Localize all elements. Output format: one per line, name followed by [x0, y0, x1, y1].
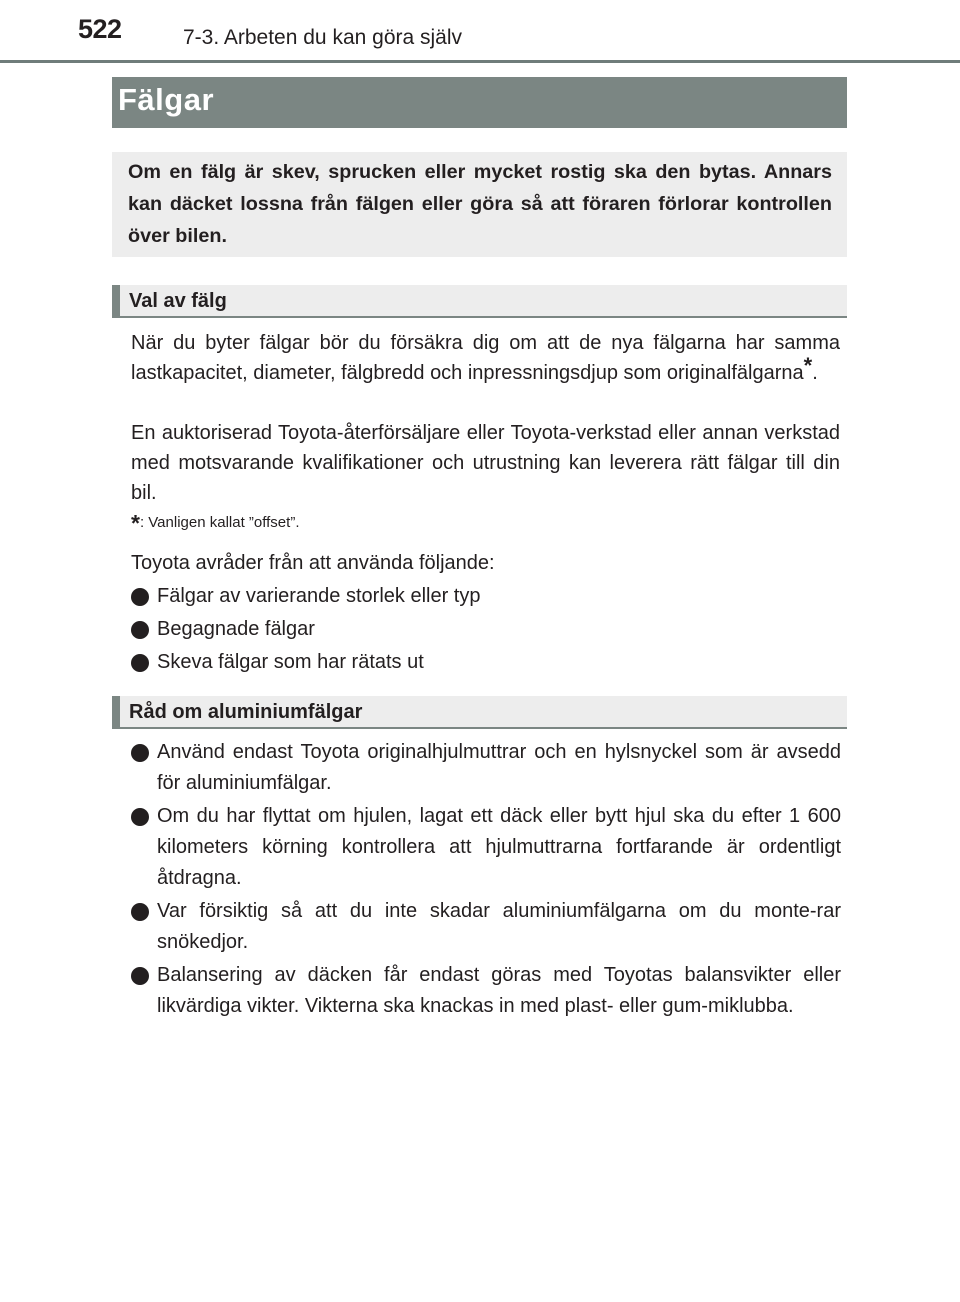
- footnote-text: : Vanligen kallat ”offset”.: [139, 514, 300, 531]
- intro-text: Toyota avråder från att använda följande:: [131, 552, 495, 574]
- list-item-text: Om du har flyttat om hjulen, lagat ett däck eller bytt hjul ska du efter 1 600 kilometers körning kontrollera att hjulmuttrarna fortfarande är ordentligt åtdragna.: [157, 805, 841, 889]
- bullet-dot-icon: [131, 744, 149, 762]
- bullet-dot-icon: [131, 621, 149, 639]
- choice-paragraph-1-end: .: [812, 362, 818, 384]
- choice-paragraph-2: En auktoriserad Toyota-återförsäljare eller Toyota-verkstad eller annan verkstad med motsvarande kvalifikationer och utrustning kan leverera rätt fälgar till din bil.: [131, 422, 840, 504]
- list-item-text: Skeva fälgar som har rätats ut: [157, 651, 424, 673]
- footnote: [131, 510, 299, 537]
- title-bar: [112, 77, 847, 128]
- warning-box: [112, 152, 847, 257]
- list-item-text: Använd endast Toyota originalhjulmuttrar och en hylsnyckel som är avsedd för aluminiumfälgar.: [157, 741, 841, 794]
- list-item-text: Balansering av däcken får endast göras med Toyotas balansvikter eller likvärdiga vikter. Vikterna ska knackas in med plast- eller gum-miklubba.: [157, 964, 841, 1017]
- header-rule: [0, 60, 960, 63]
- choice-paragraph-1-text: När du byter fälgar bör du försäkra dig om att de nya fälgarna har samma lastkapacitet, diameter, fälgbredd och inpressningsdjup som originalfälgarna: [131, 332, 840, 384]
- list-item-text: Begagnade fälgar: [157, 618, 315, 640]
- asterisk-mark: *: [803, 353, 813, 378]
- list-item: [131, 647, 841, 678]
- bullet-dot-icon: [131, 903, 149, 921]
- subhead-alu: [112, 696, 847, 729]
- list-item: [131, 614, 841, 645]
- warning-text: Om en fälg är skev, sprucken eller mycket rostig ska den bytas. Annars kan däcket lossna från fälgen eller göra så att föraren förlorar kontrollen över bilen.: [128, 161, 832, 247]
- bullet-dot-icon: [131, 588, 149, 606]
- subhead-choice: [112, 285, 847, 318]
- list-item: [131, 581, 841, 612]
- list-item-text: Fälgar av varierande storlek eller typ: [157, 585, 481, 607]
- section-path: 7-3. Arbeten du kan göra själv: [183, 26, 463, 49]
- list-item: [131, 896, 841, 958]
- bullet-dot-icon: [131, 967, 149, 985]
- list-item: [131, 801, 841, 894]
- list-item: [131, 737, 841, 799]
- page-number: 522: [78, 14, 122, 44]
- list-item: [131, 960, 841, 1022]
- page-title: Fälgar: [118, 82, 215, 117]
- footnote-star: *: [131, 510, 140, 536]
- subhead-choice-label: Val av fälg: [129, 290, 227, 312]
- list-item-text: Var försiktig så att du inte skadar aluminiumfälgarna om du monte-rar snökedjor.: [157, 900, 841, 953]
- choice-paragraph-1: [131, 328, 840, 388]
- bullet-dot-icon: [131, 808, 149, 826]
- subhead-alu-label: Råd om aluminiumfälgar: [129, 701, 363, 723]
- bullet-dot-icon: [131, 654, 149, 672]
